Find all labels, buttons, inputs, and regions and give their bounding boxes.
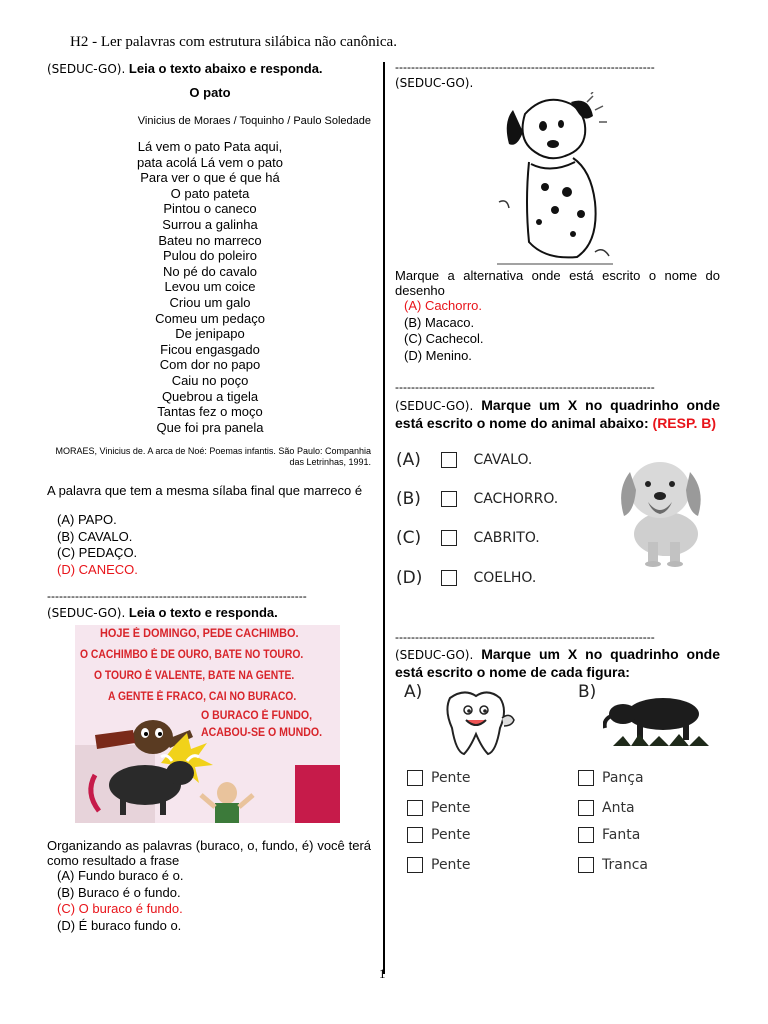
q4-instruction: Marque um X no quadrinho onde está escrito o nome do animal abaixo: [395, 397, 720, 431]
q4-letter-c: (C) [396, 528, 422, 548]
q4-option-a-row[interactable] [441, 452, 532, 468]
poem-line: Com dor no papo [159, 357, 261, 373]
q4-option-c-row[interactable] [441, 530, 540, 546]
q1-heading [47, 61, 323, 76]
q5-a-option-1[interactable] [407, 770, 471, 786]
comic-line-5: O BURACO É FUNDO, [201, 710, 313, 722]
q5-instruction: Marque um X no quadrinho onde está escrito o nome de cada figura: [395, 646, 720, 680]
dalmatian-image [495, 92, 615, 267]
q3-options [404, 298, 483, 364]
comic-line-6: ACABOU-SE O MUNDO. [201, 727, 323, 739]
tooth-image [440, 688, 520, 758]
q5-a-label-4: Pente [431, 857, 471, 873]
q5-b-label-3: Fanta [602, 827, 641, 843]
reference-line-2: das Letrinhas, 1991. [289, 457, 371, 467]
q1-option-b[interactable]: (B) CAVALO. [57, 528, 133, 544]
column-divider [383, 62, 385, 974]
q5-b-checkbox-3[interactable] [578, 827, 594, 843]
q5-a-option-3[interactable] [407, 827, 471, 843]
q4-letter-d: (D) [396, 568, 423, 588]
q5-b-option-1[interactable] [578, 770, 644, 786]
q1-option-a[interactable]: (A) PAPO. [57, 512, 117, 527]
q5-a-option-4[interactable] [407, 857, 471, 873]
q4-option-d-row[interactable] [441, 570, 536, 586]
q4-answer: (RESP. B) [652, 415, 717, 431]
q5-b-label-4: Tranca [602, 857, 648, 873]
q2-instruction: Leia o texto e responda. [128, 605, 278, 620]
divider-right-3: ----------------------------------------------------------------- [395, 630, 655, 644]
q2-question: Organizando as palavras (buraco, o, fundo, é) você terá como resultado a frase [47, 838, 371, 868]
poem-line: Pintou o caneco [163, 201, 257, 217]
divider-left: ----------------------------------------------------------------- [47, 589, 307, 603]
q5-b-option-4[interactable] [578, 857, 648, 873]
poem-line: Comeu um pedaço [155, 310, 265, 326]
q3-option-c[interactable]: (C) Cachecol. [404, 331, 484, 346]
page-number: 1 [379, 966, 386, 981]
q3-source: (SEDUC-GO). [395, 76, 474, 90]
q2-option-c-answer[interactable]: (C) O buraco é fundo. [57, 901, 183, 916]
q1-option-c[interactable]: (C) PEDAÇO. [57, 545, 138, 560]
divider-right-2: ----------------------------------------------------------------- [395, 380, 655, 394]
q3-option-d[interactable]: (D) Menino. [404, 347, 472, 363]
q2-option-b[interactable]: (B) Buraco é o fundo. [57, 884, 181, 900]
q2-heading [47, 605, 278, 620]
q4-option-a-label: CAVALO. [473, 452, 533, 468]
q4-source: (SEDUC-GO). [395, 399, 474, 413]
poem-line: Lá vem o pato Pata aqui, [137, 139, 283, 154]
q4-option-d-label: COELHO. [473, 570, 537, 586]
poem-line: Bateu no marreco [158, 232, 262, 248]
poem-line: Para ver o que é que há [140, 170, 280, 186]
poem-reference [50, 446, 371, 468]
q4-heading [395, 397, 720, 432]
poem-line: Que foi pra panela [156, 419, 264, 435]
q3-question: Marque a alternativa onde está escrito o nome do desenho [395, 268, 720, 298]
q5-b-checkbox-4[interactable] [578, 857, 594, 873]
q5-source: (SEDUC-GO). [395, 648, 474, 662]
puppy-photo [608, 450, 716, 568]
q5-label-a: A) [404, 682, 423, 702]
q1-instruction: Leia o texto abaixo e responda. [128, 61, 323, 76]
q5-b-option-2[interactable] [578, 800, 635, 816]
q5-a-label-2: Pente [431, 800, 471, 816]
comic-line-3: O TOURO É VALENTE, BATE NA GENTE. [94, 670, 295, 682]
q5-a-checkbox-1[interactable] [407, 770, 423, 786]
q1-options [57, 512, 138, 578]
q5-a-option-2[interactable] [407, 800, 471, 816]
comic-line-4: A GENTE É FRACO, CAI NO BURACO. [108, 691, 297, 703]
q5-a-label-3: Pente [431, 827, 471, 843]
q5-a-checkbox-2[interactable] [407, 800, 423, 816]
q5-a-checkbox-3[interactable] [407, 827, 423, 843]
poem-line: No pé do cavalo [163, 263, 257, 279]
q2-option-a[interactable]: (A) Fundo buraco é o. [57, 868, 184, 883]
q4-option-b-label: CACHORRO. [473, 491, 559, 507]
poem-text [60, 139, 360, 435]
dalmatian-illustration [495, 92, 615, 267]
poem-line: Tantas fez o moço [157, 404, 263, 420]
comic-line-2: O CACHIMBO É DE OURO, BATE NO TOURO. [80, 649, 304, 661]
q4-option-c-label: CABRITO. [473, 530, 540, 546]
comic-line-1: HOJE É DOMINGO, PEDE CACHIMBO. [100, 628, 299, 640]
q5-a-label-1: Pente [431, 770, 471, 786]
tapir-illustration [603, 690, 713, 750]
q1-question: A palavra que tem a mesma sílaba final que marreco é [47, 483, 363, 498]
q4-checkbox-a[interactable] [441, 452, 457, 468]
q2-option-d[interactable]: (D) É buraco fundo o. [57, 917, 182, 933]
q1-source: (SEDUC-GO). [47, 62, 126, 76]
q5-b-label-1: Pança [602, 770, 644, 786]
puppy-illustration [608, 450, 716, 568]
q5-b-checkbox-2[interactable] [578, 800, 594, 816]
q4-checkbox-c[interactable] [441, 530, 457, 546]
poem-line: O pato pateta [170, 185, 250, 201]
q4-checkbox-d[interactable] [441, 570, 457, 586]
q4-option-b-row[interactable] [441, 491, 558, 507]
q5-b-label-2: Anta [602, 800, 635, 816]
q5-b-checkbox-1[interactable] [578, 770, 594, 786]
q5-label-b: B) [578, 682, 597, 702]
q4-letter-b: (B) [396, 489, 421, 509]
q1-option-d-answer[interactable]: (D) CANECO. [57, 561, 138, 577]
q3-option-a-answer[interactable]: (A) Cachorro. [404, 298, 483, 313]
divider-right-1: ----------------------------------------------------------------- [395, 60, 655, 74]
poem-title: O pato [189, 85, 231, 100]
q5-a-checkbox-4[interactable] [407, 857, 423, 873]
q5-heading [395, 646, 720, 681]
q2-source: (SEDUC-GO). [47, 606, 126, 620]
poem-line: Criou um galo [169, 294, 251, 310]
poem-line: Pulou do poleiro [163, 248, 257, 264]
reference-line-1: MORAES, Vinicius de. A arca de Noé: Poemas infantis. São Paulo: Companhia [55, 446, 371, 456]
tooth-illustration [440, 688, 520, 758]
poem-line: Caiu no poço [171, 372, 249, 388]
poem-authors: Vinicius de Moraes / Toquinho / Paulo Soledade [137, 115, 371, 127]
comic-image [75, 625, 340, 823]
poem-line: Levou um coice [164, 279, 256, 295]
poem-line: Ficou engasgado [160, 341, 260, 357]
poem-line: De jenipapo [175, 326, 245, 342]
q4-checkbox-b[interactable] [441, 491, 457, 507]
tapir-image [603, 690, 713, 750]
page-header: H2 - Ler palavras com estrutura silábica não canônica. [70, 34, 397, 50]
q3-option-b[interactable]: (B) Macaco. [404, 314, 475, 330]
poem-line: Surrou a galinha [162, 216, 258, 232]
q2-options [57, 868, 183, 934]
poem-line: Quebrou a tigela [161, 388, 259, 404]
q4-letter-a: (A) [396, 450, 421, 470]
q5-b-option-3[interactable] [578, 827, 640, 843]
poem-line: pata acolá Lá vem o pato [137, 154, 283, 170]
